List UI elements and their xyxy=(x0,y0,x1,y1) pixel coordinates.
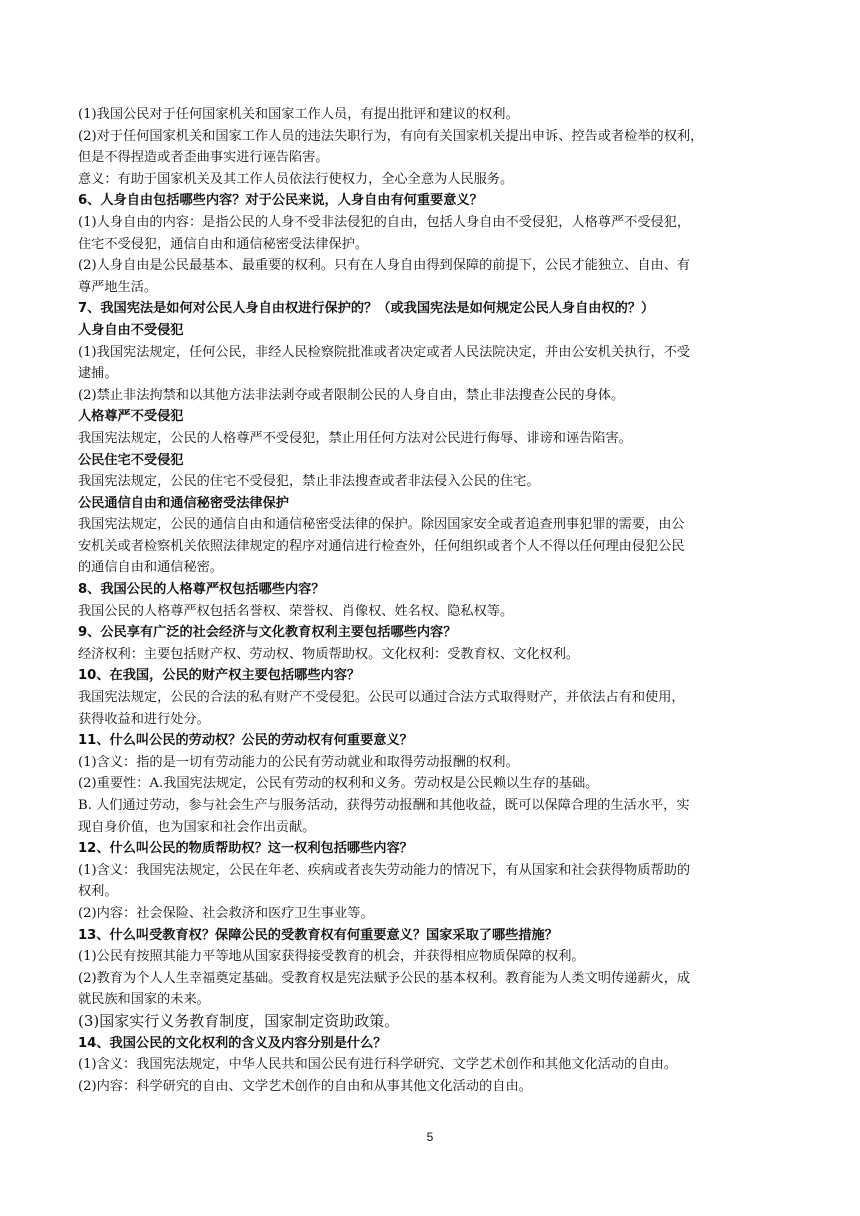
text-line: 经济权利：主要包括财产权、劳动权、物质帮助权。文化权利：受教育权、文化权利。 xyxy=(78,646,580,662)
text-line: (1)我国宪法规定，任何公民，非经人民检察院批准或者决定或者人民法院决定，并由公安机关执行，不受 xyxy=(78,344,691,360)
heading-line: 14、我国公民的文化权利的含义及内容分别是什么？ xyxy=(78,1035,387,1051)
heading-line: 人身自由不受侵犯 xyxy=(78,322,184,338)
text-line: 权利。 xyxy=(78,884,118,900)
text-line: 我国宪法规定，公民的合法的私有财产不受侵犯。公民可以通过合法方式取得财产，并依法占有和使用， xyxy=(78,690,685,706)
text-line: 住宅不受侵犯，通信自由和通信秘密受法律保护。 xyxy=(78,236,369,252)
page-number: 5 xyxy=(426,1130,434,1144)
heading-line: 11、什么叫公民的劳动权？公民的劳动权有何重要意义？ xyxy=(78,733,413,749)
text-line: B. 人们通过劳动，参与社会生产与服务活动，获得劳动报酬和其他收益，既可以保障合理的生活水平，实 xyxy=(78,798,690,813)
text-line: (1)人身自由的内容：是指公民的人身不受非法侵犯的自由，包括人身自由不受侵犯，人格尊严不受侵犯， xyxy=(78,214,691,230)
text-line: 安机关或者检察机关依照法律规定的程序对通信进行检查外，任何组织或者个人不得以任何理由侵犯公民 xyxy=(78,538,685,554)
text-line: 逮捕。 xyxy=(78,366,118,382)
text-line: 就民族和国家的未来。 xyxy=(78,992,210,1008)
text-line: (1)公民有按照其能力平等地从国家获得接受教育的机会，并获得相应物质保障的权利。 xyxy=(78,949,585,965)
text-line: (3)国家实行义务教育制度，国家制定资助政策。 xyxy=(78,1011,400,1030)
heading-line: 10、在我国，公民的财产权主要包括哪些内容？ xyxy=(78,668,361,684)
text-line: (2)重要性：A.我国宪法规定，公民有劳动的权利和义务。劳动权是公民赖以生存的基础。 xyxy=(78,776,599,792)
text-line: (1)含义：我国宪法规定，中华人民共和国公民有进行科学研究、文学艺术创作和其他文化活动的自由。 xyxy=(78,1057,677,1073)
text-line: (2)禁止非法拘禁和以其他方法非法剥夺或者限制公民的人身自由，禁止非法搜查公民的身体。 xyxy=(78,387,625,403)
text-line: 尊严地生活。 xyxy=(78,279,158,295)
heading-line: 公民住宅不受侵犯 xyxy=(78,452,184,468)
text-line: 但是不得捏造或者歪曲事实进行诬告陷害。 xyxy=(78,150,329,166)
heading-line: 12、什么叫公民的物质帮助权？这一权利包括哪些内容？ xyxy=(78,841,413,857)
text-line: 我国宪法规定，公民的住宅不受侵犯，禁止非法搜查或者非法侵入公民的住宅。 xyxy=(78,474,540,490)
text-line: (2)人身自由是公民最基本、最重要的权利。只有在人身自由得到保障的前提下，公民才能独立、自由、有 xyxy=(78,258,691,274)
text-line: (2)内容：社会保险、社会救济和医疗卫生事业等。 xyxy=(78,905,374,921)
document-body xyxy=(78,104,784,1097)
text-line: (1)我国公民对于任何国家机关和国家工作人员，有提出批评和建议的权利。 xyxy=(78,107,519,122)
text-line: 现自身价值，也为国家和社会作出贡献。 xyxy=(78,819,316,835)
text-line: 意义：有助于国家机关及其工作人员依法行使权力，全心全意为人民服务。 xyxy=(78,171,514,187)
text-line: (2)教育为个人人生幸福奠定基础。受教育权是宪法赋予公民的基本权利。教育能为人类文明传递薪火，成 xyxy=(78,970,691,986)
heading-line: 13、什么叫受教育权？保障公民的受教育权有何重要意义？国家采取了哪些措施？ xyxy=(78,927,558,943)
heading-line: 7、我国宪法是如何对公民人身自由权进行保护的？（或我国宪法是如何规定公民人身自由权的？） xyxy=(78,301,655,317)
text-line: 获得收益和进行处分。 xyxy=(78,711,210,727)
text-line: 我国宪法规定，公民的人格尊严不受侵犯，禁止用任何方法对公民进行侮辱、诽谤和诬告陷害。 xyxy=(78,430,632,446)
heading-line: 人格尊严不受侵犯 xyxy=(78,409,184,425)
text-line: 的通信自由和通信秘密。 xyxy=(78,560,224,576)
heading-line: 9、公民享有广泛的社会经济与文化教育权利主要包括哪些内容？ xyxy=(78,625,457,641)
text-line: (2)对于任何国家机关和国家工作人员的违法失职行为，有向有关国家机关提出申诉、控告或者检举的权利， xyxy=(78,128,704,144)
heading-line: 8、我国公民的人格尊严权包括哪些内容？ xyxy=(78,582,325,598)
text-line: (2)内容：科学研究的自由、文学艺术创作的自由和从事其他文化活动的自由。 xyxy=(78,1078,532,1094)
text-line: (1)含义：我国宪法规定，公民在年老、疾病或者丧失劳动能力的情况下，有从国家和社会获得物质帮助的 xyxy=(78,862,691,878)
text-line: 我国公民的人格尊严权包括名誉权、荣誉权、肖像权、姓名权、隐私权等。 xyxy=(78,603,514,619)
text-line: (1)含义：指的是一切有劳动能力的公民有劳动就业和取得劳动报酬的权利。 xyxy=(78,754,519,770)
heading-line: 6、人身自由包括哪些内容？对于公民来说，人身自由有何重要意义？ xyxy=(78,193,483,209)
heading-line: 公民通信自由和通信秘密受法律保护 xyxy=(78,495,289,511)
text-line: 我国宪法规定，公民的通信自由和通信秘密受法律的保护。除因国家安全或者追查刑事犯罪的需要，由公 xyxy=(78,517,685,533)
